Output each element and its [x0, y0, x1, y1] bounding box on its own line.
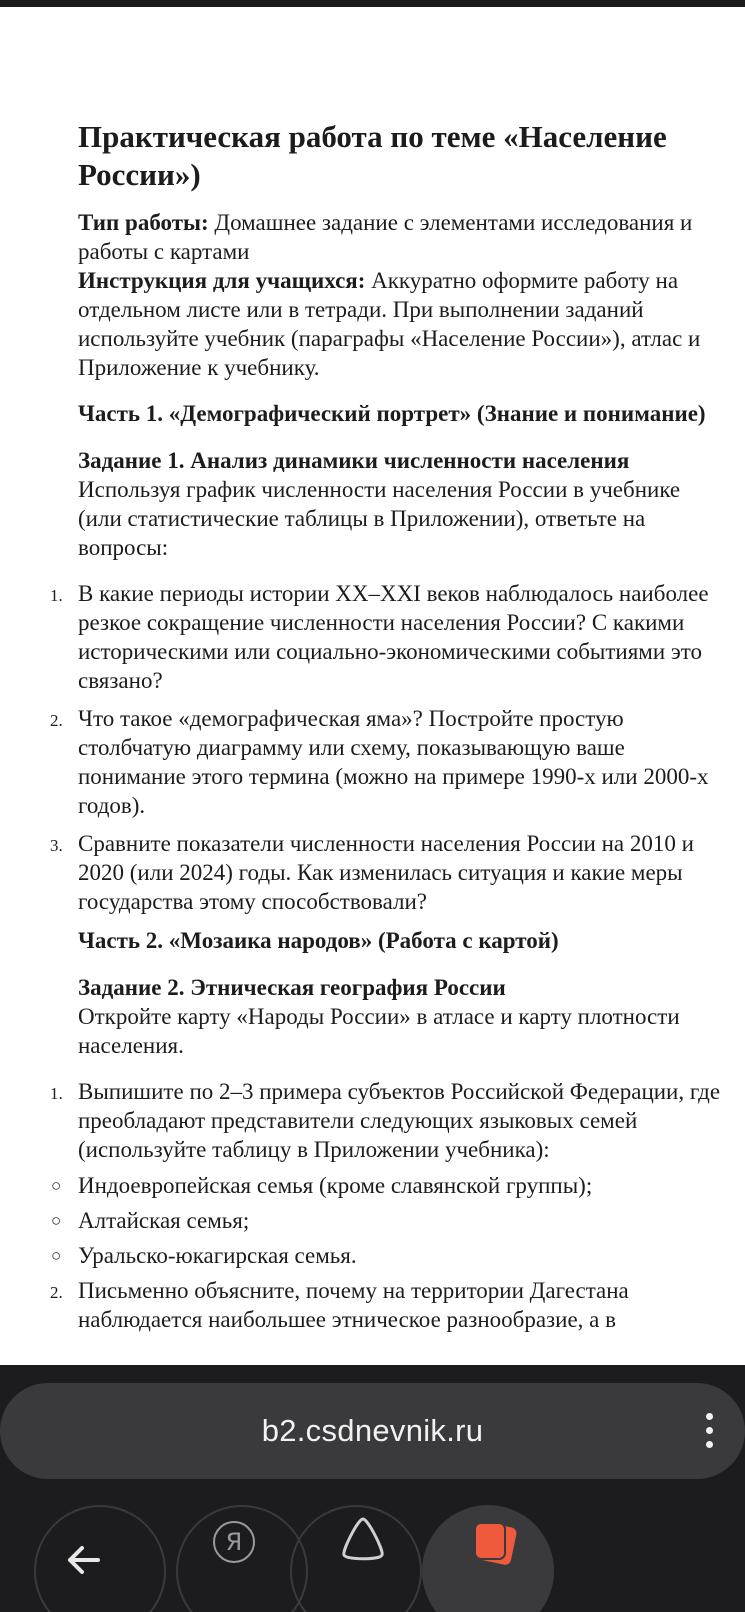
sublist-item — [51, 1241, 728, 1270]
document — [50, 118, 728, 1343]
address-bar[interactable] — [0, 1383, 745, 1479]
work-type — [78, 208, 728, 266]
list-marker: 3. — [50, 836, 63, 855]
browser-bottom-bar — [0, 1365, 745, 1612]
list-item-text: В какие периоды истории XX–XXI веков наблюдалось наиболее резкое сокращение численности населения России? С какими историческими или социально-экономическими событиями это связано? — [78, 581, 709, 693]
list-marker: 2. — [50, 1283, 63, 1302]
sublist-item-text: Алтайская семья; — [78, 1208, 250, 1233]
yandex-icon[interactable]: Я — [213, 1521, 255, 1563]
sublist-item — [51, 1206, 728, 1235]
task2-list-continued — [50, 1276, 728, 1334]
alice-icon[interactable] — [338, 1515, 388, 1563]
sublist-item — [51, 1171, 728, 1200]
list-item — [50, 1077, 728, 1164]
work-type-value: Домашнее задание с элементами исследования и работы с картами — [78, 210, 693, 264]
task1-list — [50, 579, 728, 916]
status-strip — [0, 0, 745, 7]
circle-bullet-icon: ○ — [51, 1211, 62, 1230]
instruction-value: Аккуратно оформите работу на отдельном листе или в тетради. При выполнении заданий используйте учебник (параграфы «Население России»), атлас и Приложение к учебнику. — [78, 268, 701, 380]
url-text[interactable]: b2.csdnevnik.ru — [261, 1413, 484, 1448]
work-type-label: Тип работы: — [78, 210, 209, 235]
list-item-text: Выпишите по 2–3 примера субъектов Российской Федерации, где преобладают представители следующих языковых семей (используйте таблицу в Приложении учебника): — [78, 1079, 721, 1162]
part1-heading: Часть 1. «Демографический портрет» (Знание и понимание) — [78, 401, 706, 426]
browser-nav-row — [0, 1505, 745, 1612]
list-item — [50, 704, 728, 820]
part2-heading: Часть 2. «Мозаика народов» (Работа с картой) — [78, 928, 559, 953]
sublist-item-text: Уральско-юкагирская семья. — [78, 1243, 357, 1268]
list-marker: 2. — [50, 711, 63, 730]
circle-bullet-icon: ○ — [51, 1246, 62, 1265]
sublist-item-text: Индоевропейская семья (кроме славянской группы); — [78, 1173, 593, 1198]
instruction-label: Инструкция для учащихся: — [78, 268, 366, 293]
list-item — [50, 1276, 728, 1334]
back-arrow-icon[interactable] — [64, 1543, 102, 1577]
list-item — [50, 579, 728, 695]
list-item-text: Сравните показатели численности населения России на 2010 и 2020 (или 2024) годы. Как изменилась ситуация и какие меры государства этому способствовали? — [78, 831, 694, 914]
task2-list — [50, 1077, 728, 1164]
task1-intro: Используя график численности населения России в учебнике (или статистические таблицы в Приложении), ответьте на вопросы: — [78, 477, 681, 560]
list-item-text: Письменно объясните, почему на территории Дагестана наблюдается наибольшее этническое разнообразие, а в — [78, 1278, 629, 1332]
instruction — [78, 266, 728, 382]
list-item-text: Что такое «демографическая яма»? Постройте простую столбчатую диаграмму или схему, показывающую ваше понимание этого термина (можно на примере 1990-х или 2000-х годов). — [78, 706, 709, 818]
list-marker: 1. — [50, 586, 63, 605]
tabs-icon[interactable] — [471, 1519, 521, 1567]
task1-heading: Задание 1. Анализ динамики численности населения — [78, 448, 630, 473]
list-marker: 1. — [50, 1084, 63, 1103]
task2-heading: Задание 2. Этническая география России — [78, 975, 506, 1000]
task2-sublist — [51, 1171, 728, 1270]
page-title: Практическая работа по теме «Население России») — [78, 119, 667, 192]
task2-intro: Откройте карту «Народы России» в атласе и карту плотности населения. — [78, 1004, 680, 1058]
list-item — [50, 829, 728, 916]
more-menu-icon[interactable] — [703, 1413, 715, 1449]
circle-bullet-icon: ○ — [51, 1176, 62, 1195]
